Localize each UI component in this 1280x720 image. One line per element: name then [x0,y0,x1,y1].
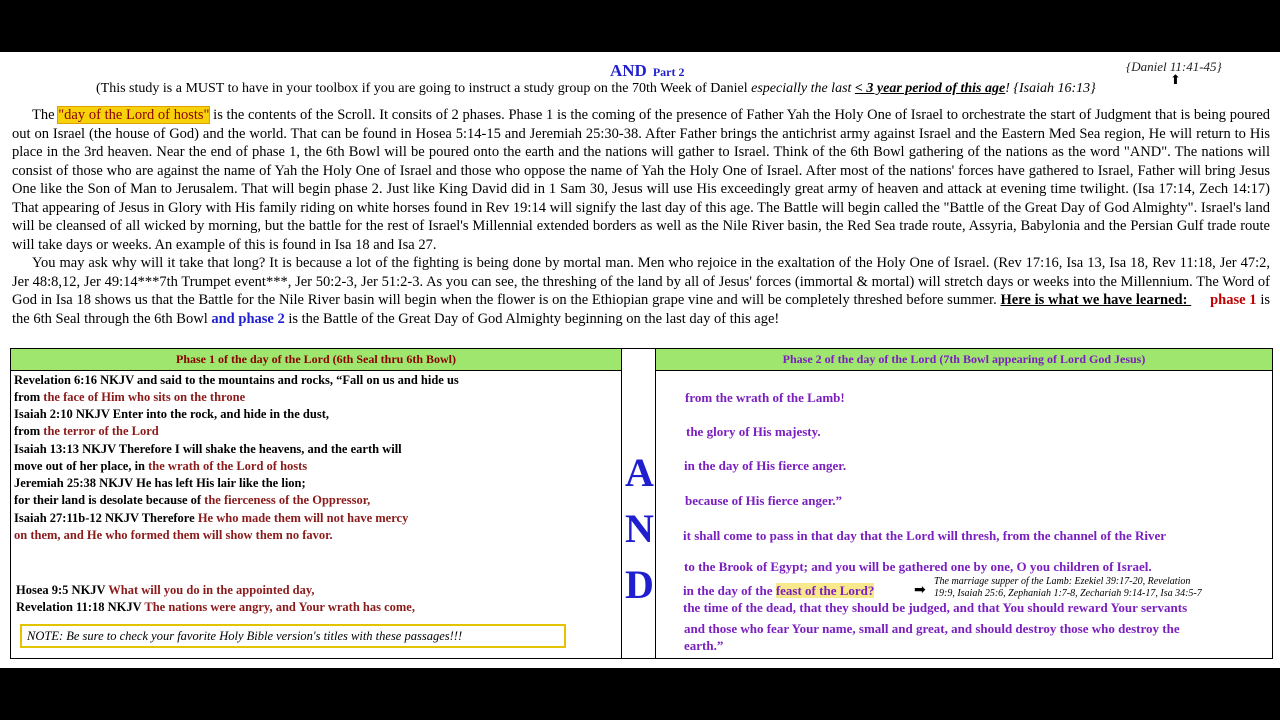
paragraph-1: The "day of the Lord of hosts" is the contents of the Scroll. It consits of 2 phases. Phase 1 is the coming of the presence of Father Yah the Holy One of Israel to orchestrate the start of Judgment that is being poured out on Israel (the house of God) and the world. That can be found in Hosea 5:14-15 and Jeremiah 25:30-38. After Father brings the antichrist army against Israel and the Eastern Med Sea region, He will return to His place in the 3rd heaven. Near the end of phase 1, the 6th Bowl will be poured onto the earth and the nations will gather to Israel. Think of the 6th Bowl gathering of the nations as the word "AND". The nations will consist of those who are against the name of Yah the Holy One of Israel and those who oppose the name of Yah the Holy One of Israel. After most of the nations' forces have gathered to Israel, Father will bring Jesus One like the Son of Man to Jerusalem. That will begin phase 2. Just like King David did in 1 Sam 30, Jesus will use His exceedingly great army of heaven and attack at evening time twilight. (Isa 17:14, Zech 14:17) That appearing of Jesus in Glory with His family riding on white horses found in Rev 19:14 will signify the last day of this age. The Battle will begin called the "Battle of the Great Day of God Almighty". Israel's land will be cleansed of all wicked by morning, but the battle for the rest of Israel's Millennial extended borders as well as the Nile River basin, the Red Sea trade route, Assyria, Babylonia and the Persian Gulf trade route will take days or weeks. An example of this is found in Isa 18 and Isa 27. [12,107,1271,253]
verse-line: Hosea 9:5 NKJV What will you do in the appointed day, [16,583,315,597]
daniel-reference: {Daniel 11:41-45} [1126,59,1222,74]
verse-line: Revelation 11:18 NKJV The nations were angry, and Your wrath has come, [16,600,415,614]
verse-line: because of His fierce anger.” [685,493,843,508]
verse-line: and those who fear Your name, small and great, and should destroy those who destroy the [684,621,1180,636]
verse-line: from the face of Him who sits on the throne [14,390,246,404]
verse-line: in the day of the feast of the Lord? [683,583,875,598]
part-label: Part 2 [652,65,685,79]
and-letter-a: A [625,450,654,495]
verse-line: Isaiah 13:13 NKJV Therefore I will shake the heavens, and the earth will [14,442,402,456]
verse-line: earth.” [684,638,724,653]
verse-line: in the day of His fierce anger. [684,458,847,473]
verse-line: Revelation 6:16 NKJV and said to the mountains and rocks, “Fall on us and hide us [14,373,459,387]
verse-line: move out of her place, in the wrath of the Lord of hosts [14,459,308,473]
page-title: AND Part 2 [610,61,685,80]
verse-line: the glory of His majesty. [686,424,821,439]
intro-line: (This study is a MUST to have in your toolbox if you are going to instruct a study group on the 70th Week of Daniel especially the last < 3 year period of this age! {Isaiah 16:13} [96,81,1096,96]
verse-line: from the terror of the Lord [14,424,159,438]
verse-line: it shall come to pass in that day that the Lord will thresh, from the channel of the River [683,528,1167,543]
phase-1-heading: Phase 1 of the day of the Lord (6th Seal thru 6th Bowl) [11,349,621,371]
verse-line: Jeremiah 25:38 NKJV He has left His lair like the lion; [14,476,306,490]
verse-line: Isaiah 2:10 NKJV Enter into the rock, and hide in the dust, [14,407,329,421]
feast-highlight: feast of the Lord? [775,583,875,598]
verse-line: from the wrath of the Lamb! [685,390,845,405]
phase-2-panel [655,348,1273,659]
and-divider-panel [621,348,656,659]
verse-line: for their land is desolate because of the fierceness of the Oppressor, [14,493,371,507]
body-text [12,106,1270,328]
and-letter-d: D [625,562,654,607]
verse-line: on them, and He who formed them will show them no favor. [14,528,333,542]
and-letter-n: N [625,506,654,551]
verse-line: Isaiah 27:11b-12 NKJV Therefore He who made them will not have mercy [14,511,409,525]
version-note: NOTE: Be sure to check your favorite Holy Bible version's titles with these passages!!! [20,624,566,648]
verse-line: the time of the dead, that they should be judged, and that You should reward Your servants [683,600,1188,615]
phase-2-heading: Phase 2 of the day of the Lord (7th Bowl appearing of Lord God Jesus) [656,349,1272,371]
marriage-supper-note: The marriage supper of the Lamb: Ezekiel 39:17-20, Revelation 19:9, Isaiah 25:6, Zephaniah 1:7-8, Zechariah 9:14-17, Isa 34:5-7 [934,576,1202,599]
paragraph-2: You may ask why will it take that long? It is because a lot of the fighting is being done by mortal man. Men who rejoice in the exaltation of the Holy One of Israel. (Rev 17:16, Isa 13, Isa 18, Rev 11:18, Jer 47:2, Jer 48:8,12, Jer 49:14***7th Trumpet event***, Jer 50:2-3, Jer 51:2-3. As you can see, the threshing of the land by all of Jesus' forces (immortal & mortal) will stretch days or weeks into the Millennium. The Word of God in Isa 18 shows us that the Battle for the Nile River basin will begin when the flower is on the Ethiopian grape vine and will be completely threshed before summer. Here is what we have learned: phase 1 is the 6th Seal through the 6th Bowl and phase 2 is the Battle of the Great Day of God Almighty beginning on the last day of this age! [12,255,1271,327]
right-arrow-icon: ➡ [914,583,926,598]
highlight-day-of-lord: "day of the Lord of hosts" [58,107,210,123]
up-arrow-icon: ⬆ [1170,72,1181,87]
document-page [0,52,1280,668]
phase-1-panel [10,348,622,659]
verse-line: to the Brook of Egypt; and you will be gathered one by one, O you children of Israel. [684,559,1152,574]
